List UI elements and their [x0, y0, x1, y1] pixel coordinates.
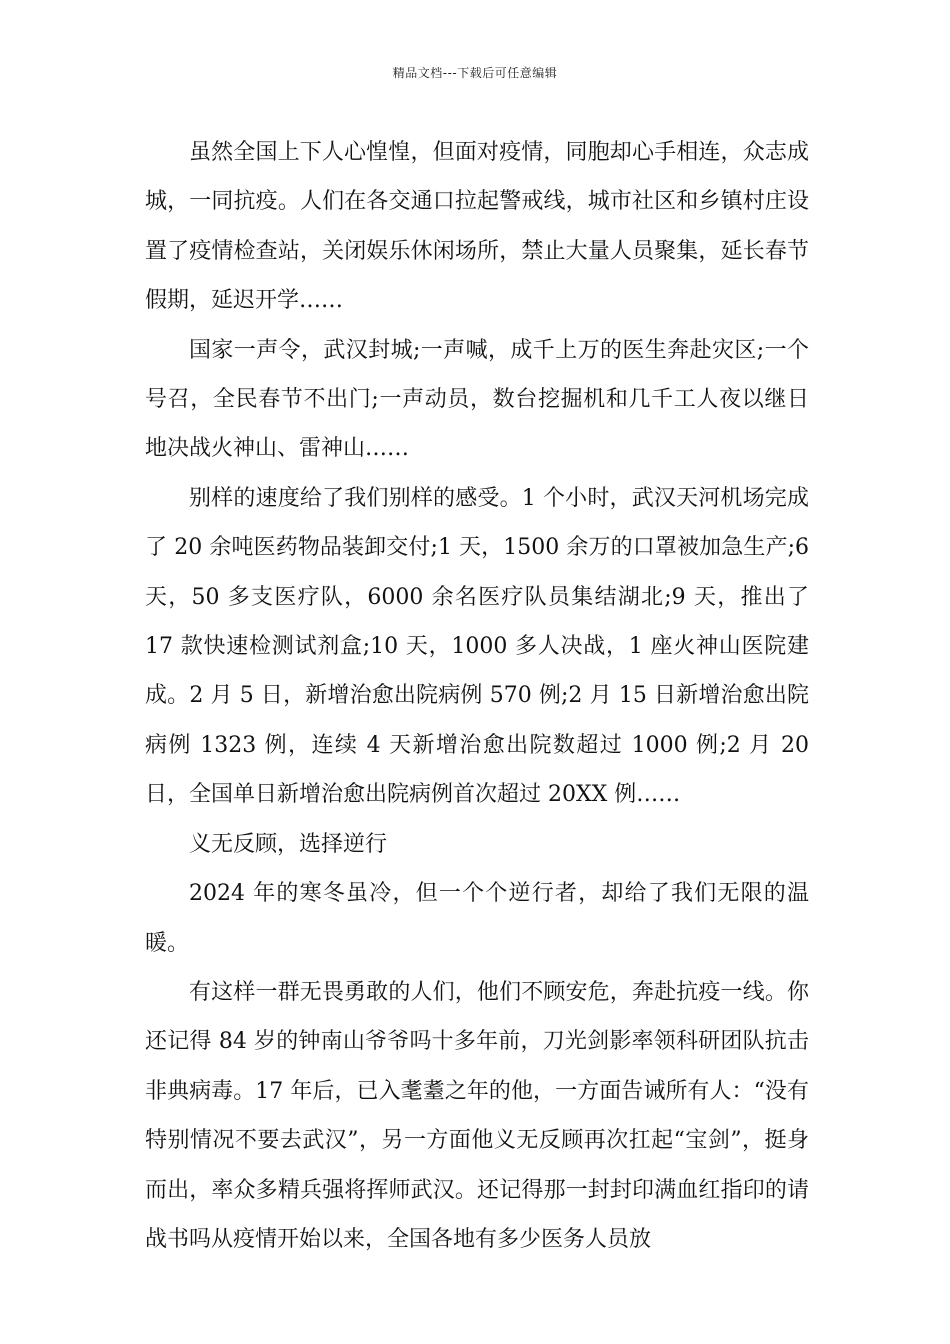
paragraph-5: 有这样一群无畏勇敢的人们，他们不顾安危，奔赴抗疫一线。你还记得 84 岁的钟南山爷爷吗十多年前，刀光剑影率领科研团队抗击非典病毒。17 年后，已入耄耋之年的他，一方面告诫所有人：“没有特别情况不要去武汉”，另一方面他义无反顾再次扛起“宝剑”，挺身而出，率众多精兵强将挥师武汉。还记得那一封封印满血红指印的请战书吗从疫情开始以来，全国各地有多少医务人员放 [145, 979, 809, 1252]
paragraph-1: 虽然全国上下人心惶惶，但面对疫情，同胞却心手相连，众志成城，一同抗疫。人们在各交通口拉起警戒线，城市社区和乡镇村庄设置了疫情检查站，关闭娱乐休闲场所，禁止大量人员聚集，延长春节假期，延迟开学…… [145, 140, 809, 314]
paragraph-4: 2024 年的寒冬虽冷，但一个个逆行者，却给了我们无限的温暖。 [145, 881, 809, 956]
document-body [145, 128, 809, 1264]
page-header: 精品文档---下载后可任意编辑 [392, 66, 558, 80]
paragraph-2: 国家一声令，武汉封城;一声喊，成千上万的医生奔赴灾区;一个号召，全民春节不出门;一声动员，数台挖掘机和几千工人夜以继日地决战火神山、雷神山…… [145, 337, 809, 462]
paragraph-3: 别样的速度给了我们别样的感受。1 个小时，武汉天河机场完成了 20 余吨医药物品装卸交付;1 天，1500 余万的口罩被加急生产;6 天，50 多支医疗队，6000 余名医疗队员集结湖北;9 天，推出了 17 款快速检测试剂盒;10 天，1000 多人决战，1 座火神山医院建成。2 月 5 日，新增治愈出院病例 570 例;2 月 15 日新增治愈出院病例 1323 例，连续 4 天新增治愈出院数超过 1000 例;2 月 20 日，全国单日新增治愈出院病例首次超过 20XX 例…… [145, 485, 809, 808]
section-heading: 义无反顾，选择逆行 [189, 831, 388, 857]
